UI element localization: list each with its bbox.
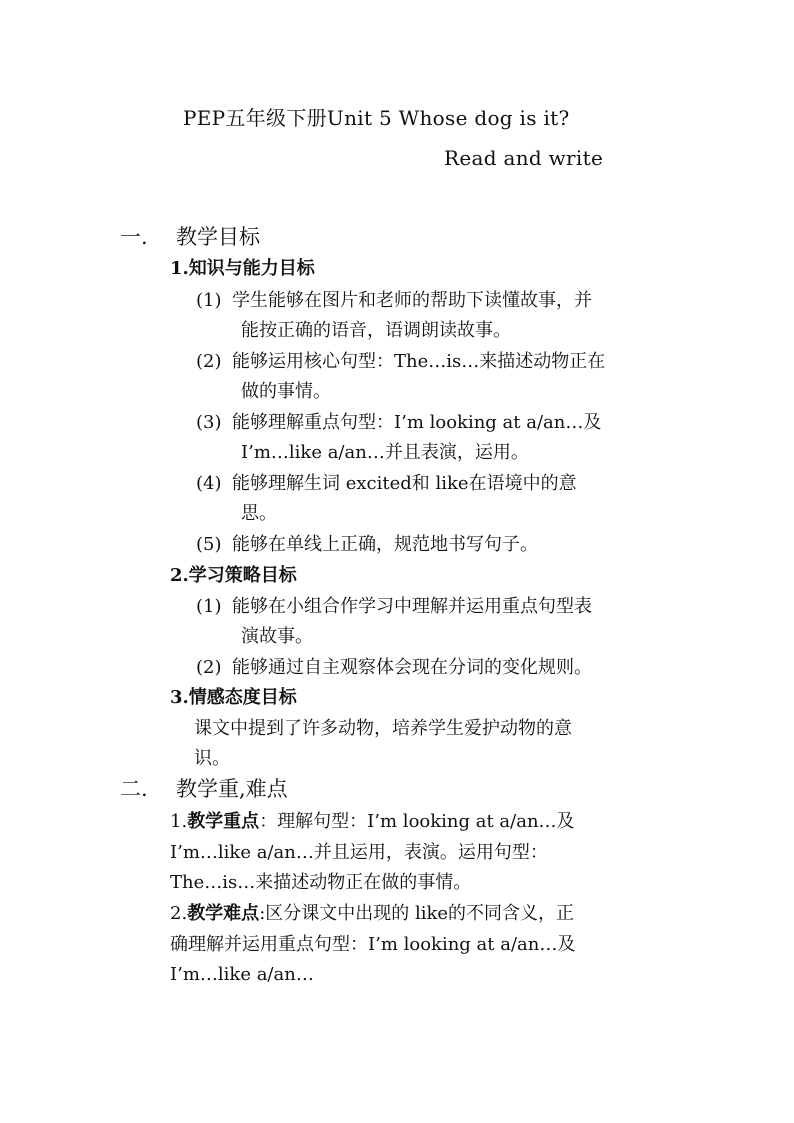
difficult-point-number: 2. (170, 903, 188, 924)
difficult-point-text-cont: 确理解并运用重点句型：I’m looking at a/an…及 (170, 934, 576, 955)
key-point-label: 教学重点 (187, 811, 260, 832)
list-item-number: (5) (196, 534, 222, 555)
key-point-paragraph (170, 810, 575, 834)
list-item-number: (1) (196, 596, 222, 617)
list-item-number: (4) (196, 473, 222, 494)
key-point-text: ：理解句型：I’m looking at a/an…及 (259, 811, 575, 832)
document-title: PEP五年级下册Unit 5 Whose dog is it? (183, 106, 570, 130)
list-item-text-cont: 能按正确的语音，语调朗读故事。 (241, 320, 511, 341)
difficult-point-text-cont: I’m…like a/an… (170, 964, 314, 985)
key-point-text-cont: The…is…来描述动物正在做的事情。 (170, 872, 472, 893)
list-item-text: 能够通过自主观察体会现在分词的变化规则。 (232, 657, 592, 678)
list-item-number: (1) (196, 290, 222, 311)
list-item-text-cont: 演故事。 (241, 626, 313, 647)
document-subtitle: Read and write (444, 146, 604, 170)
subsection-learning-strategy: 2.学习策略目标 (170, 565, 297, 586)
paragraph-text-cont: 识。 (194, 748, 230, 769)
list-item-text: 能够在小组合作学习中理解并运用重点句型表 (232, 596, 592, 617)
section1-number: 一. (120, 225, 148, 249)
section2-number: 二. (120, 777, 148, 801)
subsection-emotion-attitude: 3.情感态度目标 (170, 687, 297, 708)
list-item-text: 学生能够在图片和老师的帮助下读懂故事，并 (232, 290, 592, 311)
list-item-number: (3) (196, 412, 222, 433)
difficult-point-text: :区分课文中出现的 like的不同含义，正 (259, 903, 575, 924)
list-item-text: 能够理解重点句型：I’m looking at a/an…及 (232, 412, 602, 433)
list-item-number: (2) (196, 351, 222, 372)
paragraph-text: 课文中提到了许多动物，培养学生爱护动物的意 (194, 718, 572, 739)
list-item-number: (2) (196, 657, 222, 678)
key-point-text-cont: I’m…like a/an…并且运用，表演。运用句型： (170, 842, 548, 863)
list-item-text: 能够理解生词 excited和 like在语境中的意 (232, 473, 577, 494)
list-item-text: 能够运用核心句型：The…is…来描述动物正在 (232, 351, 606, 372)
difficult-point-label: 教学难点 (187, 903, 260, 924)
list-item-text-cont: 思。 (241, 503, 277, 524)
list-item-text: 能够在单线上正确，规范地书写句子。 (232, 534, 538, 555)
section2-heading: 教学重,难点 (176, 777, 288, 801)
list-item-text-cont: 做的事情。 (241, 381, 331, 402)
subsection-knowledge-ability: 1.知识与能力目标 (170, 258, 315, 279)
list-item-text-cont: I’m…like a/an…并且表演，运用。 (241, 442, 529, 463)
key-point-number: 1. (170, 811, 188, 832)
difficult-point-paragraph (170, 902, 574, 926)
section1-heading: 教学目标 (176, 225, 260, 249)
